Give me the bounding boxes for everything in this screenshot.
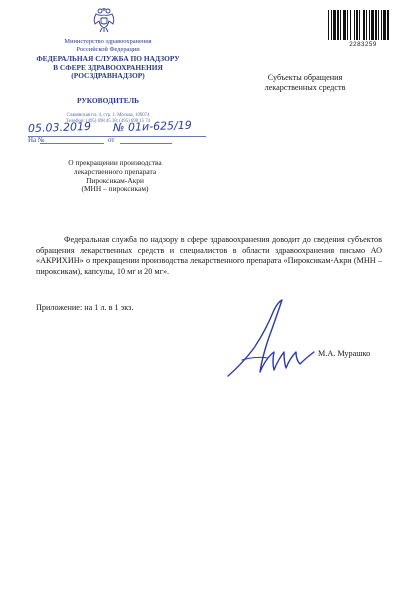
subject-line-3: Пироксикам-Акри [86,175,144,185]
barcode-bar [383,10,386,40]
handwritten-signature-icon [222,296,318,384]
barcode-bar [328,10,329,40]
agency-name [22,55,194,81]
barcode-bar [347,10,348,40]
reply-number-line [40,143,104,144]
barcode-bar [378,10,379,40]
subject-line-4: (МНН – пироксикам) [81,184,149,194]
barcode-bar [333,10,336,40]
attachment-note: Приложение: на 1 л. в 1 экз. [36,303,134,312]
subject-line-1: О прекращении производства [68,158,162,167]
barcode-bar [354,10,355,40]
addressee-line-2: лекарственных средств [264,83,346,92]
letter-subject [50,159,180,194]
agency-line-3: (РОСЗДРАВНАДЗОР) [71,71,145,81]
address-line-2: Телефон: (495) 698 45 38; (495) 698 15 74 [65,119,151,124]
barcode-bar [359,10,360,40]
reply-date-line [120,143,172,144]
barcode-bar [340,10,341,40]
subject-line-2: лекарственного препарата [73,166,157,176]
barcode-bar [343,10,346,40]
barcode-bar [356,10,358,40]
signatory-name: М.А. Мурашко [318,349,371,358]
addressee [242,73,368,93]
barcode [328,10,390,40]
address-line-1: Славянская пл. 4, стр. 1, Москва, 109074 [66,113,150,118]
barcode-bar [337,10,339,40]
head-title: РУКОВОДИТЕЛЬ [77,96,139,105]
body-paragraph: Федеральная служба по надзору в сфере здравоохранения доводит до сведения субъектов обращения лекарственных средств и специалистов в области здравоохранения письмо АО «АКРИХИН» о прекращении производства лекарственного препарата «Пироксикам-Акри (МНН – пироксикам), капсулы, 10 мг и 20 мг». [36,235,382,276]
number-prefix: № [112,120,125,135]
barcode-bar [375,10,377,40]
reply-prefix: На № [28,136,45,144]
barcode-bar [369,10,370,40]
reply-from-label: от [108,136,115,144]
barcode-bar [350,10,351,40]
barcode-bar [371,10,374,40]
double-headed-eagle-icon [92,6,116,34]
barcode-bar [366,10,367,40]
ministry-name [22,38,194,53]
ministry-line-1: Министерство здравоохранения [64,38,152,45]
barcode-number: 2283259 [349,41,377,48]
number-value: 01и-625/19 [127,118,192,134]
agency-line-2: В СФЕРЕ ЗДРАВООХРАНЕНИЯ [53,62,163,72]
barcode-bar [381,10,382,40]
barcode-bar [387,10,389,40]
letter-body [36,235,382,277]
ministry-line-2: Российской Федерации [76,45,140,53]
addressee-line-1: Субъекты обращения [267,73,343,82]
registration-number [113,119,192,135]
barcode-bar [363,10,365,40]
registration-date: 05.03.2019 [27,119,92,136]
agency-line-1: ФЕДЕРАЛЬНАЯ СЛУЖБА ПО НАДЗОРУ [36,54,180,63]
barcode-bar [331,10,332,40]
